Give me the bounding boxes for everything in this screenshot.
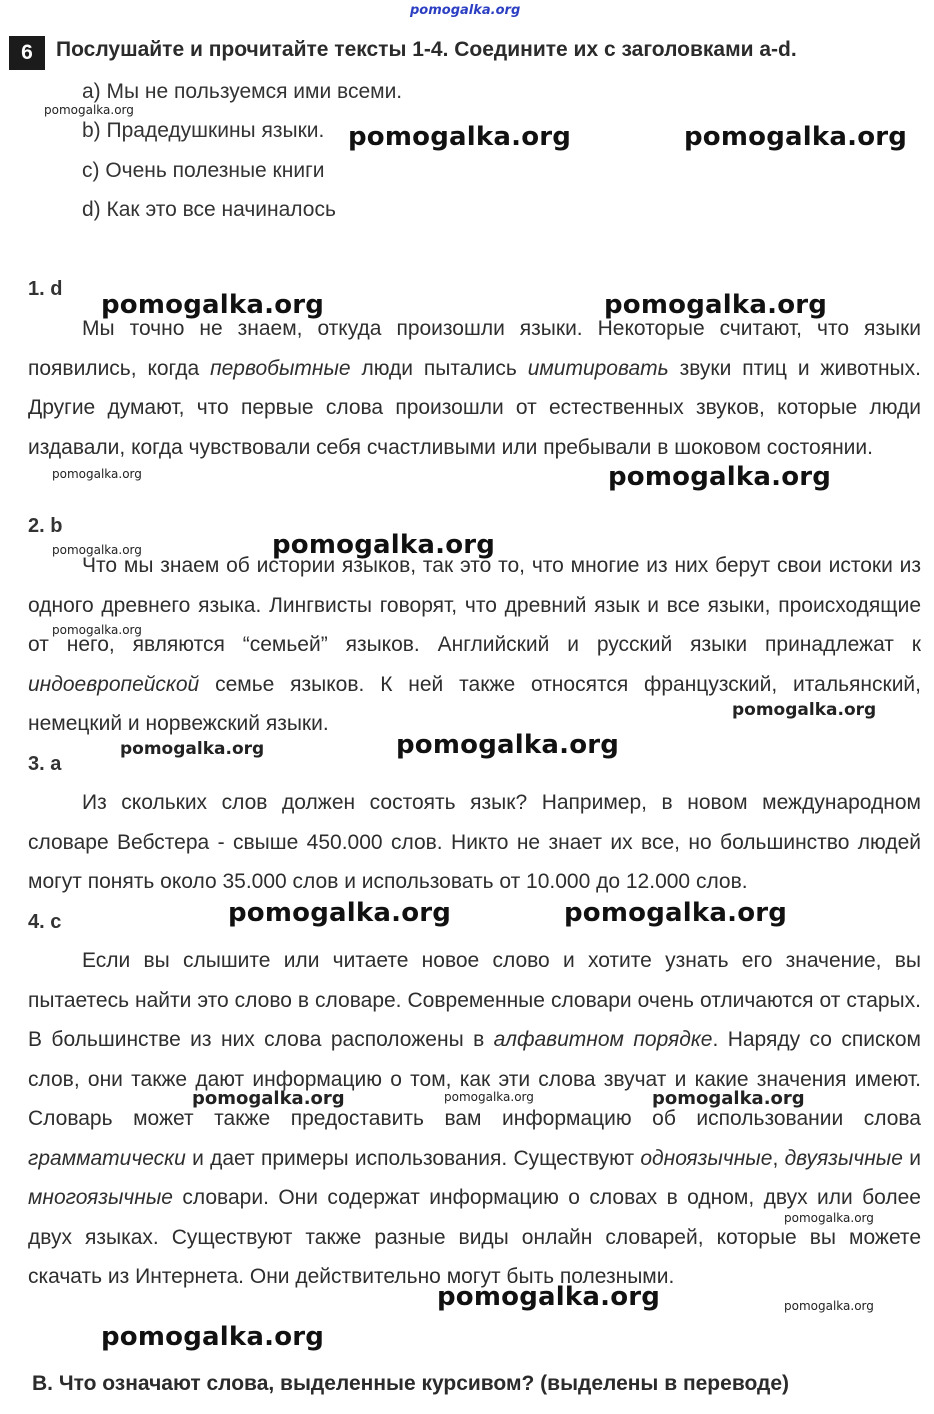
- watermark: pomogalka.org: [120, 739, 265, 759]
- italic-term: первобытные: [210, 356, 351, 380]
- watermark: pomogalka.org: [604, 290, 828, 320]
- watermark: pomogalka.org: [444, 1090, 534, 1104]
- watermark: pomogalka.org: [784, 1299, 874, 1313]
- watermark: pomogalka.org: [396, 730, 620, 760]
- heading-option-c: c) Очень полезные книги: [82, 159, 325, 182]
- answer-label-3: 3. a: [28, 753, 62, 775]
- watermark: pomogalka.org: [192, 1088, 345, 1109]
- heading-option-a: a) Мы не пользуемся ими всеми.: [82, 80, 403, 103]
- answer-label-2: 2. b: [28, 515, 63, 537]
- heading-option-d: d) Как это все начиналось: [82, 198, 336, 221]
- text-paragraph-1: Мы точно не знаем, откуда произошли языки. Некоторые считают, что языки появились, когда первобытные люди пытались имитировать звуки птиц и животных. Другие думают, что первые слова произошли от естественных звуков, которые люди издавали, когда чувствовали себя счастливыми или пребывали в шоковом состоянии.: [28, 317, 921, 459]
- watermark: pomogalka.org: [52, 467, 142, 481]
- watermark: pomogalka.org: [272, 530, 496, 560]
- watermark: pomogalka.org: [101, 290, 325, 320]
- watermark: pomogalka.org: [608, 462, 832, 492]
- watermark: pomogalka.org: [52, 623, 142, 637]
- task-title: Послушайте и прочитайте тексты 1-4. Соедините их с заголовками a-d.: [56, 38, 797, 61]
- answer-label-1: 1. d: [28, 278, 63, 300]
- watermark: pomogalka.org: [228, 898, 452, 928]
- italic-term: многоязычные: [28, 1186, 173, 1209]
- italic-term: индоевропейской: [28, 672, 200, 696]
- italic-term: имитировать: [527, 356, 669, 380]
- watermark: pomogalka.org: [784, 1211, 874, 1225]
- watermark: pomogalka.org: [564, 898, 788, 928]
- watermark: pomogalka.org: [101, 1322, 325, 1352]
- watermark: pomogalka.org: [437, 1282, 661, 1312]
- watermark-top: pomogalka.org: [410, 3, 521, 18]
- answer-label-4: 4. c: [28, 911, 62, 933]
- watermark: pomogalka.org: [348, 122, 572, 152]
- italic-term: одноязычные: [640, 1146, 773, 1170]
- text-paragraph-3: Из скольких слов должен состоять язык? Например, в новом международном словаре Вебстера - свыше 450.000 слов. Никто не знает их все, но большинство людей могут понять около 35.000 слов и использовать от 10.000 до 12.000 слов.: [28, 791, 921, 893]
- italic-term: грамматически: [28, 1146, 186, 1170]
- question-b: В. Что означают слова, выделенные курсивом? (выделены в переводе): [32, 1372, 790, 1395]
- watermark: pomogalka.org: [732, 700, 877, 720]
- watermark: pomogalka.org: [52, 543, 142, 557]
- watermark: pomogalka.org: [684, 122, 908, 152]
- heading-option-b: b) Прадедушкины языки.: [82, 119, 325, 142]
- italic-term: двуязычные: [784, 1146, 903, 1170]
- text-paragraph-4: Если вы слышите или читаете новое слово и хотите узнать его значение, вы пытаетесь найти это слово в словаре. Современные словари очень отличаются от старых. В большинстве из них слова расположены в алфавитном порядке. Наряду со списком слов, они также дают информацию о том, как эти слова звучат и какие значения имеют. Словарь может также предоставить вам информацию об использовании слова грамматически и дает примеры использования. Существуют одноязычные, двуязычные и многоязычные словари. Они содержат информацию о словах в одном, двух или более двух языках. Существуют также разные виды онлайн словарей, которые вы можете скачать из Интернета. Они действительно могут быть полезными.: [28, 949, 921, 1288]
- text-paragraph-2: Что мы знаем об истории языков, так это то, что многие из них берут свои истоки из одного древнего языка. Лингвисты говорят, что древний язык и все языки, происходящие от него, являются “семьей” языков. Английский и русский языки принадлежат к индоевропейской семье языков. К ней также относятся французский, итальянский, немецкий и норвежский языки.: [28, 554, 921, 735]
- watermark: pomogalka.org: [44, 103, 134, 117]
- task-number-badge: 6: [9, 36, 45, 70]
- italic-term: алфавитном порядке: [493, 1028, 713, 1051]
- watermark: pomogalka.org: [652, 1088, 805, 1109]
